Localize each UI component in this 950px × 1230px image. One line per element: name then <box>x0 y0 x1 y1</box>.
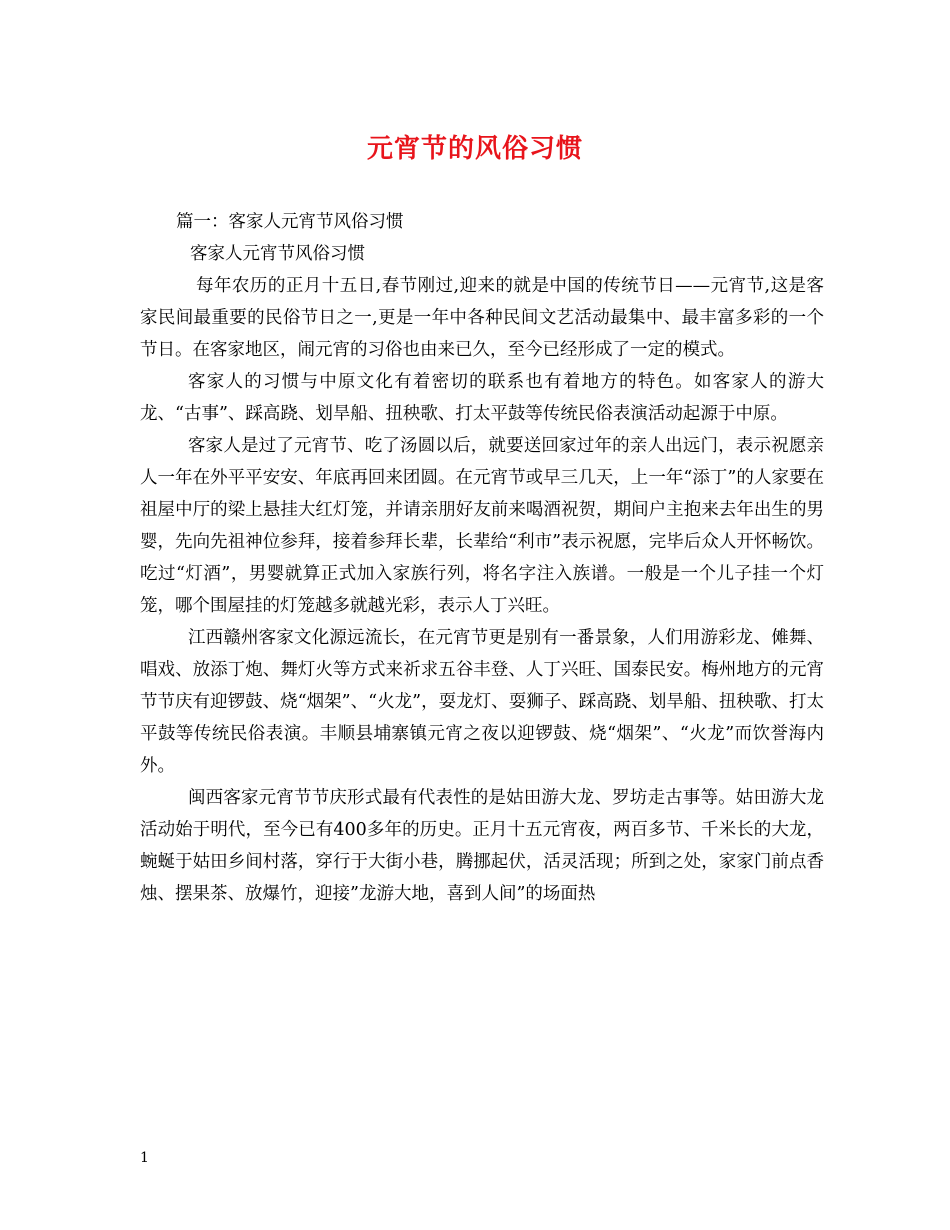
page-number: 1 <box>140 1150 149 1166</box>
paragraph: 闽西客家元宵节节庆形式最有代表性的是姑田游大龙、罗坊走古事等。姑田游大龙活动始于明代，至今已有400多年的历史。正月十五元宵夜，两百多节、千米长的大龙，蜿蜒于姑田乡间村落，穿行于大街小巷，腾挪起伏，活灵活现；所到之处，家家门前点香烛、摆果茶、放爆竹，迎接”龙游大地，喜到人间”的场面热 <box>140 788 824 904</box>
paragraph: 客家人是过了元宵节、吃了汤圆以后，就要送回家过年的亲人出远门，表示祝愿亲人一年在外平平安安、年底再回来团圆。在元宵节或早三几天，上一年“添丁”的人家要在祖屋中厅的梁上悬挂大红灯笼，并请亲朋好友前来喝酒祝贺，期间户主抱来去年出生的男婴，先向先祖神位参拜，接着参拜长辈，长辈给“利市”表示祝愿，完毕后众人开怀畅饮。吃过“灯酒”，男婴就算正式加入家族行列，将名字注入族谱。一般是一个儿子挂一个灯笼，哪个围屋挂的灯笼越多就越光彩，表示人丁兴旺。 <box>140 436 824 616</box>
subheading: 客家人元宵节风俗习惯 <box>190 244 365 264</box>
paragraph: 客家人的习惯与中原文化有着密切的联系也有着地方的特色。如客家人的游大龙、“古事”、踩高跷、划旱船、扭秧歌、打太平鼓等传统民俗表演活动起源于中原。 <box>140 372 824 424</box>
paragraph: 江西赣州客家文化源远流长，在元宵节更是别有一番景象，人们用游彩龙、傩舞、唱戏、放添丁炮、舞灯火等方式来祈求五谷丰登、人丁兴旺、国泰民安。梅州地方的元宵节节庆有迎锣鼓、烧“烟架”、“火龙”，耍龙灯、耍狮子、踩高跷、划旱船、扭秧歌、打太平鼓等传统民俗表演。丰顺县埔寨镇元宵之夜以迎锣鼓、烧“烟架”、“火龙”而饮誉海内外。 <box>140 628 824 776</box>
paragraph: 每年农历的正月十五日,春节刚过,迎来的就是中国的传统节日——元宵节,这是客家民间最重要的民俗节日之一,更是一年中各种民间文艺活动最集中、最丰富多彩的一个节日。在客家地区，闹元宵的习俗也由来已久，至今已经形成了一定的模式。 <box>140 276 824 360</box>
document-title: 元宵节的风俗习惯 <box>366 134 583 164</box>
section-heading: 篇一：客家人元宵节风俗习惯 <box>176 212 404 232</box>
document-body <box>140 206 824 910</box>
